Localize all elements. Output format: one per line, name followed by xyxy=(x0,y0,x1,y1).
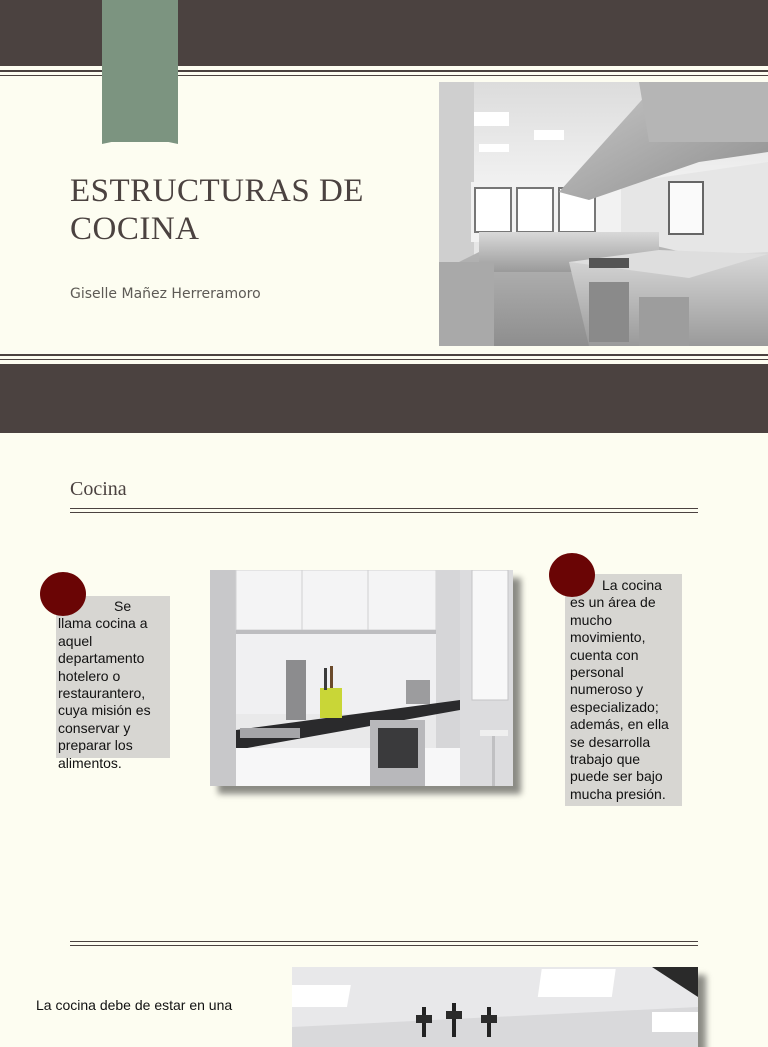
section-title: Cocina xyxy=(70,478,127,500)
ribbon-notch-icon xyxy=(102,124,178,144)
industrial-kitchen-photo xyxy=(439,82,768,346)
modern-kitchen-photo xyxy=(210,570,513,786)
slide3-rule-2 xyxy=(70,945,698,946)
bookmark-ribbon xyxy=(102,0,178,142)
section-rule-2 xyxy=(70,512,698,513)
left-accent-dot xyxy=(40,572,86,616)
slide3-text: La cocina debe de estar en una xyxy=(36,997,233,1013)
right-text: La cocina es un área de mucho movimiento, cuenta con personal numeroso y especializado; además, en ella se desarrolla trabajo que puede ser bajo mucha presión. xyxy=(570,577,669,802)
presentation-title: ESTRUCTURAS DE COCINA xyxy=(70,173,364,247)
left-text-box xyxy=(56,596,170,771)
slide-divider-band xyxy=(0,364,768,433)
right-text-box xyxy=(565,574,682,806)
slide3-rule-1 xyxy=(70,941,698,942)
bottom-rule-2 xyxy=(0,359,768,360)
kitchen-ceiling-photo xyxy=(292,967,698,1047)
bottom-rule-1 xyxy=(0,354,768,356)
author-name: Giselle Mañez Herreramoro xyxy=(70,286,261,302)
right-accent-dot xyxy=(549,553,595,597)
left-text: Se llama cocina a aquel departamento hotelero o restaurantero, cuya misión es conservar y preparar los alimentos. xyxy=(58,598,151,771)
section-rule-1 xyxy=(70,508,698,509)
